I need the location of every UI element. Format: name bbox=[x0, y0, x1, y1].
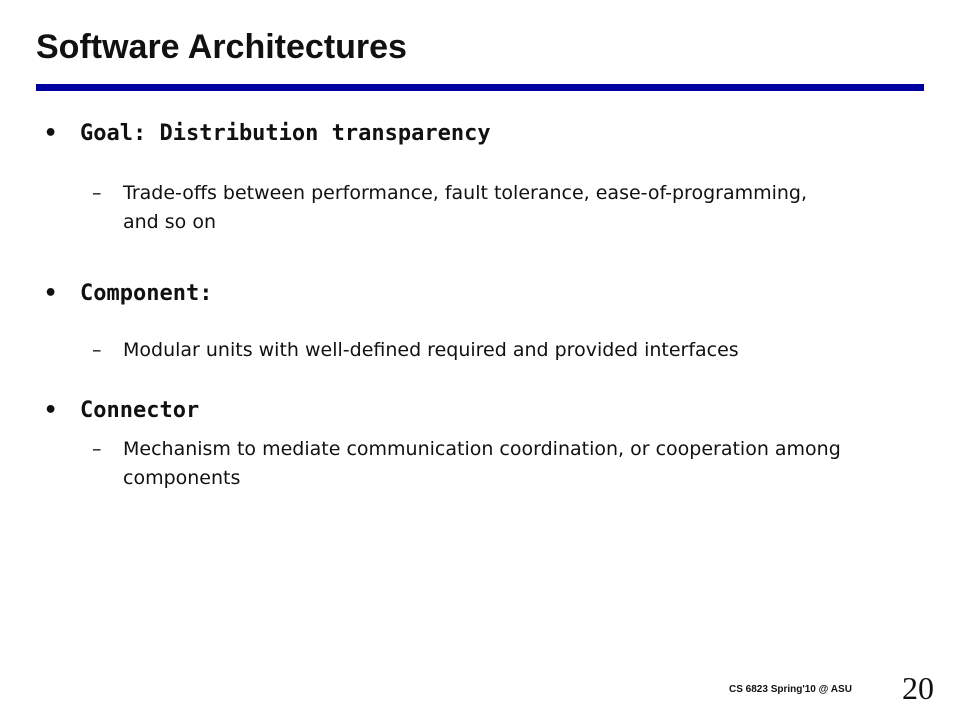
sub-bullet-component-text: Modular units with well-defined required and provided interfaces bbox=[123, 339, 739, 361]
sub-dash: – bbox=[92, 438, 102, 460]
sub-dash: – bbox=[92, 182, 102, 204]
bullet-dot: • bbox=[44, 398, 58, 423]
sub-bullet-connector-text: Mechanism to mediate communication coordination, or cooperation among components bbox=[123, 438, 841, 489]
bullet-goal bbox=[44, 121, 491, 146]
bullet-component bbox=[44, 281, 212, 306]
bullet-connector bbox=[44, 398, 199, 423]
sub-dash: – bbox=[92, 339, 102, 361]
title-rule bbox=[36, 84, 924, 91]
bullet-dot: • bbox=[44, 121, 58, 146]
bullet-goal-label: Goal: Distribution transparency bbox=[80, 121, 491, 146]
bullet-connector-label: Connector bbox=[80, 398, 200, 423]
sub-bullet-connector bbox=[92, 435, 852, 493]
sub-bullet-goal bbox=[92, 179, 832, 237]
footer-course: CS 6823 Spring'10 @ ASU bbox=[729, 684, 852, 695]
sub-bullet-goal-text: Trade-offs between performance, fault tolerance, ease-of-programming, and so on bbox=[123, 182, 808, 233]
sub-bullet-component bbox=[92, 334, 792, 367]
slide-title: Software Architectures bbox=[36, 28, 407, 66]
bullet-dot: • bbox=[44, 281, 58, 306]
bullet-component-label: Component: bbox=[80, 281, 213, 306]
page-number: 20 bbox=[902, 670, 934, 706]
